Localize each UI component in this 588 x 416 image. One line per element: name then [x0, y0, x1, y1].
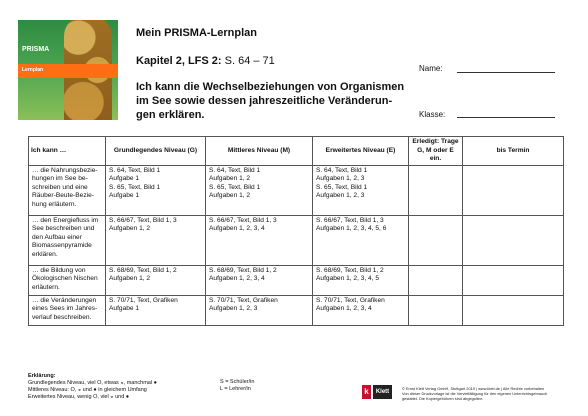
copyright-footer: © Ernst Klett Verlag GmbH, Stuttgart 2019 | www.klett.de | Alle Rechte vorbehalten Von dieser Druckvorlage ist die Vervielfältigung für den eigenen Unterrichtsgebrauch gestattet. Die Kopiergebühren sind abgegolten. — [402, 386, 548, 401]
class-field[interactable] — [457, 117, 555, 118]
legend — [28, 373, 157, 401]
col-header-basic: Grundlegendes Niveau (G) — [106, 137, 206, 166]
done-cell[interactable] — [409, 216, 463, 266]
table-row — [29, 216, 564, 266]
deadline-cell[interactable] — [463, 216, 564, 266]
legend-line: Grundlegendes Niveau, viel O, etwas ◒, manchmal ● — [28, 380, 157, 386]
medium-cell: S. 66/67, Text, Bild 1, 3 Aufgaben 1, 2, 3, 4 — [206, 216, 313, 266]
klett-logo: k Klett — [362, 385, 392, 399]
table-row — [29, 266, 564, 296]
learning-goal: Ich kann die Wechselbeziehungen von Organismen im See sowie dessen jahreszeitliche Veränderun- gen erklären. — [136, 81, 405, 121]
basic-cell: S. 68/69, Text, Bild 1, 2 Aufgaben 1, 2 — [106, 266, 206, 296]
skill-cell: … die Veränderungen eines Sees im Jahres- verlauf beschreiben. — [29, 296, 106, 326]
deadline-cell[interactable] — [463, 296, 564, 326]
cover-band: Lernplan — [18, 64, 118, 78]
medium-cell: S. 64, Text, Bild 1 Aufgaben 1, 2 S. 65, Text, Bild 1 Aufgaben 1, 2 — [206, 166, 313, 216]
col-header-advanced: Erweitertes Niveau (E) — [313, 137, 409, 166]
basic-cell: S. 70/71, Text, Grafiken Aufgabe 1 — [106, 296, 206, 326]
page-title: Mein PRISMA-Lernplan — [136, 27, 258, 39]
cover-series: PRISMA — [22, 46, 50, 53]
deadline-cell[interactable] — [463, 166, 564, 216]
col-header-done: Erledigt: Trage G, M oder E ein. — [409, 137, 463, 166]
done-cell[interactable] — [409, 266, 463, 296]
basic-cell: S. 64, Text, Bild 1 Aufgabe 1 S. 65, Text, Bild 1 Aufgabe 1 — [106, 166, 206, 216]
medium-cell: S. 70/71, Text, Grafiken Aufgaben 1, 2, 3 — [206, 296, 313, 326]
skill-cell: … die Nahrungsbezie- hungen im See be- schreiben und eine Räuber-Beute-Bezie- hung erläutern. — [29, 166, 106, 216]
skill-cell: … die Bildung von Ökologischen Nischen erläutern. — [29, 266, 106, 296]
legend-line: Mittleres Niveau: O, ◒ und ● in gleichem Umfang — [28, 387, 147, 393]
abbr-student: S = Schüler/in — [220, 379, 255, 385]
abbr-teacher: L = Lehrer/in — [220, 386, 251, 392]
legend-line: Erweitertes Niveau, wenig O, viel ◒ und ● — [28, 394, 130, 400]
advanced-cell: S. 70/71, Text, Grafiken Aufgaben 1, 2, 3, 4 — [313, 296, 409, 326]
done-cell[interactable] — [409, 296, 463, 326]
legend-title: Erklärung: — [28, 373, 56, 379]
table-row — [29, 296, 564, 326]
name-label: Name: — [419, 64, 443, 73]
advanced-cell: S. 64, Text, Bild 1 Aufgaben 1, 2, 3 S. 65, Text, Bild 1 Aufgaben 1, 2, 3 — [313, 166, 409, 216]
advanced-cell: S. 68/69, Text, Bild 1, 2 Aufgaben 1, 2, 3, 4, 5 — [313, 266, 409, 296]
table-row — [29, 166, 564, 216]
done-cell[interactable] — [409, 166, 463, 216]
learning-plan-table — [28, 136, 564, 326]
medium-cell: S. 68/69, Text, Bild 1, 2 Aufgaben 1, 2, 3, 4 — [206, 266, 313, 296]
basic-cell: S. 66/67, Text, Bild 1, 3 Aufgaben 1, 2 — [106, 216, 206, 266]
book-cover-image — [18, 20, 118, 120]
table-header-row — [29, 137, 564, 166]
col-header-skill: Ich kann … — [29, 137, 106, 166]
class-label: Klasse: — [419, 110, 446, 119]
col-header-deadline: bis Termin — [463, 137, 564, 166]
deadline-cell[interactable] — [463, 266, 564, 296]
chapter-line: Kapitel 2, LFS 2: S. 64 – 71 — [136, 55, 275, 67]
col-header-medium: Mittleres Niveau (M) — [206, 137, 313, 166]
name-field[interactable] — [457, 72, 555, 73]
abbreviations — [220, 379, 254, 393]
advanced-cell: S. 66/67, Text, Bild 1, 3 Aufgaben 1, 2, 3, 4, 5, 6 — [313, 216, 409, 266]
skill-cell: … den Energiefluss im See beschreiben und den Aufbau einer Biomassenpyramide erklären. — [29, 216, 106, 266]
